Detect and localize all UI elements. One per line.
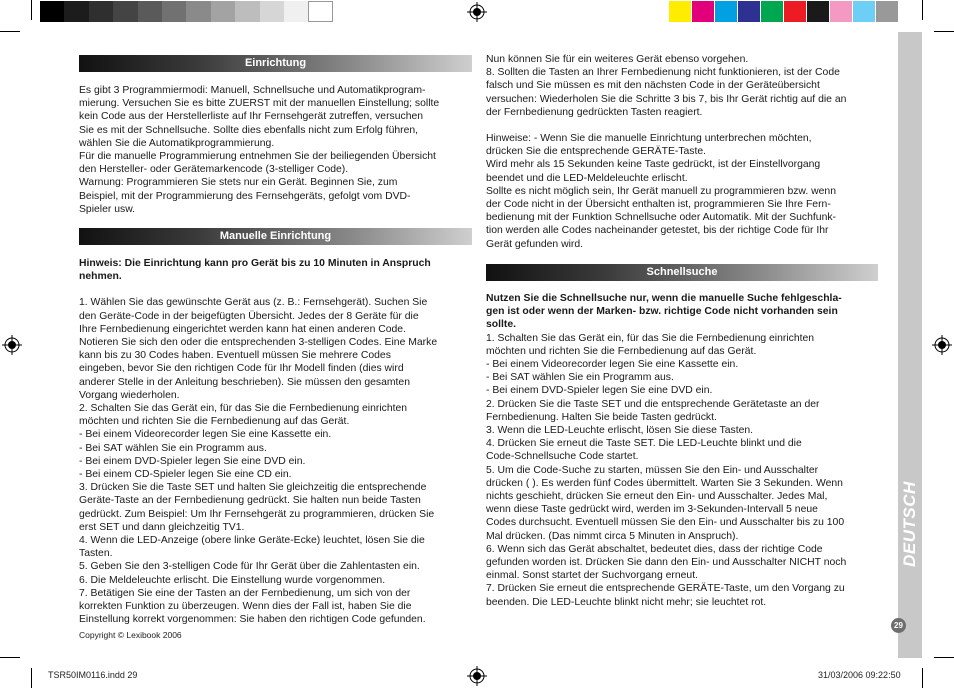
text-line: Hinweis: Die Einrichtung kann pro Gerät bis zu 10 Minuten in Anspruch [79,258,431,269]
text-line: Nutzen Sie die Schnellsuche nur, wenn die manuelle Suche fehlgeschla- [486,293,842,304]
manual-hint [79,257,474,283]
crop-mark [31,0,32,20]
text-line: anderer Stelle in der Anleitung beschrieben). Sie müssen den gesamten [79,376,410,388]
color-swatch [761,1,783,22]
text-line: wählen Sie die Automatikprogrammierung. [79,137,275,149]
heading-schnellsuche: Schnellsuche [486,264,878,281]
text-line: Ihre Fernbedienung eingerichtet werden kann hat einen anderen Code. [79,323,406,335]
color-swatch [113,1,137,22]
copyright: Copyright © Lexibook 2006 [79,630,182,640]
text-line: wenn diese Taste gedrückt wird, werden im 3-Sekunden-Intervall 5 neue [486,504,818,516]
color-swatch [669,1,691,22]
text-line: gefunden worden ist. Drücken Sie dann den Ein- und Ausschalter NICHT noch [486,557,847,569]
text-line: Vorgang wiederholen. [79,389,180,401]
text-line: Gerät gefunden wird. [486,238,584,250]
text-line: - Bei einem CD-Spieler legen Sie eine CD ein. [79,469,292,481]
registration-mark-icon [932,335,952,355]
color-swatch [284,1,308,22]
text-line: gen ist oder wenn der Marken- bzw. richtige Code nicht vorhanden sein [486,306,838,318]
text-line: bedienung mit der Funktion Schnellsuche oder Automatik. Mit der Suchfunk- [486,212,837,224]
text-line: - Bei SAT wählen Sie ein Programm aus. [79,442,267,454]
text-line: 4. Drücken Sie erneut die Taste SET. Die LED-Leuchte blinkt und die [486,438,802,450]
text-line: Für die manuelle Programmierung entnehmen Sie der beiliegenden Übersicht [79,151,436,163]
text-line: Codes durchsucht. Eventuell müssen Sie den Ein- und Ausschalter bis zu 100 [486,517,845,529]
color-swatch [853,1,875,22]
manual-steps [79,296,474,626]
footer-timestamp: 31/03/2006 09:22:50 [818,670,901,680]
color-swatch [64,1,88,22]
text-line: 4. Wenn die LED-Anzeige (obere linke Geräte-Ecke) leuchtet, lösen Sie die [79,535,425,547]
text-line: 3. Drücken Sie die Taste SET und halten Sie gleichzeitig die entsprechende [79,482,427,494]
color-swatch [807,1,829,22]
text-line: 5. Um die Code-Suche zu starten, müssen Sie den Ein- und Ausschalter [486,464,819,476]
text-line: Beispiel, mit der Programmierung des Fernsehgeräts, gefolgt vom DVD- [79,190,411,202]
text-line: korrekten Funktion zu überzeugen. Wenn dies der Fall ist, haben Sie die [79,601,412,613]
continued-lines [486,53,886,119]
registration-mark-icon [467,2,487,22]
crop-mark [922,668,923,688]
text-line: 3. Wenn die LED-Leuchte erlischt, lösen Sie diese Tasten. [486,425,754,437]
color-swatch [715,1,737,22]
text-line: drücken ( ). Es werden fünf Codes übermittelt. Warten Sie 3 Sekunden. Wenn [486,477,843,489]
color-swatch [830,1,852,22]
text-line: 6. Wenn sich das Gerät abschaltet, bedeutet dies, dass der richtige Code [486,543,823,555]
text-line: Nun können Sie für ein weiteres Gerät ebenso vorgehen. [486,54,749,65]
color-swatch [186,1,210,22]
text-line: Einstellung korrekt vorgenommen: Sie haben den richtigen Code gefunden. [79,614,426,626]
color-swatch [235,1,259,22]
text-line: kann bis zu 30 Codes haben. Eventuell müssen Sie mehrere Codes [79,350,391,362]
color-swatch [162,1,186,22]
text-line: Warnung: Programmieren Sie stets nur ein Gerät. Beginnen Sie, zum [79,177,398,189]
language-label: DEUTSCH [900,481,919,567]
text-line: 5. Geben Sie den 3-stelligen Code für Ihr Gerät über die Zahlentasten ein. [79,561,420,573]
text-line: beendet und die LED-Meldeleuchte erlischt. [486,172,688,184]
text-line: - Bei einem Videorecorder legen Sie eine Kassette ein. [486,359,739,371]
crop-mark [934,657,954,658]
text-line: möchten und richten Sie die Fernbedienung auf das Gerät. [486,345,757,357]
crop-mark [934,31,954,32]
color-swatch [138,1,162,22]
heading-manuelle-einrichtung: Manuelle Einrichtung [79,228,472,245]
text-line: 8. Sollten die Tasten an Ihrer Fernbedienung nicht funktionieren, ist der Code [486,67,840,79]
crop-mark [0,31,20,32]
text-line: beenden. Die LED-Leuchte blinkt nicht mehr; sie leuchtet rot. [486,596,767,608]
text-line: Fernbedienung. Halten Sie beide Tasten gedrückt. [486,411,717,423]
color-swatch [308,1,332,22]
color-swatch [692,1,714,22]
text-line: einmal. Sonst startet der Suchvorgang erneut. [486,570,698,582]
text-line: Wird mehr als 15 Sekunden keine Taste gedrückt, ist der Einstellvorgang [486,159,821,171]
text-line: 6. Die Meldeleuchte erlischt. Die Einstellung wurde vorgenommen. [79,574,386,586]
registration-mark-icon [2,335,22,355]
manual-section [79,257,474,626]
text-line: Spieler usw. [79,203,136,215]
text-line: gedrückt. Zum Beispiel: Um Ihr Fernsehgerät zu programmieren, drücken Sie [79,508,435,520]
heading-einrichtung: Einrichtung [79,55,472,72]
intro-paragraph [79,84,474,216]
color-swatch [89,1,113,22]
language-tab [898,480,922,570]
text-line: mierung. Versuchen Sie es bitte ZUERST mit der manuellen Einstellung; sollte [79,98,440,110]
registration-mark-icon [467,666,487,686]
text-line: nichts geschieht, drücken Sie erneut den Ein- und Ausschalter. Jedes Mal, [486,491,828,503]
text-line: eingeben, bevor Sie den richtigen Code für Ihr Modell finden (dies wird [79,363,404,375]
text-line: den Geräte-Code in der beigefügten Übersicht. Jedes der 8 Geräte für die [79,310,419,322]
text-line: 1. Wählen Sie das gewünschte Gerät aus (z. B.: Fernsehgerät). Suchen Sie [79,297,428,309]
text-line: der Code nicht in der Übersicht enthalten ist, programmieren Sie Ihre Fern- [486,199,831,211]
text-line: - Bei einem DVD-Spieler legen Sie eine DVD ein. [486,385,713,397]
crop-mark [922,0,923,20]
color-swatch [260,1,284,22]
crop-mark [31,668,32,688]
text-line: 7. Drücken Sie erneut die entsprechende GERÄTE-Taste, um den Vorgang zu [486,583,845,595]
crop-mark [0,657,20,658]
text-line: Sie es mit der Schnellsuche. Sollte dies ebenfalls nicht zum Erfolg führen, [79,124,419,136]
hint-lines [486,132,886,251]
text-line: den Hersteller- oder Gerätemarkencode (3-stelliger Code). [79,164,349,176]
quick-intro [486,292,886,332]
text-line: falsch und Sie müssen es mit den nächsten Code in der Geräteübersicht [486,80,820,92]
text-line: 1. Schalten Sie das Gerät ein, für das Sie die Fernbedienung einrichten [486,332,815,344]
text-line: - Bei einem Videorecorder legen Sie eine Kassette ein. [79,429,332,441]
text-line: Sollte es nicht möglich sein, Ihr Gerät manuell zu programmieren bzw. wenn [486,185,836,197]
text-line: sollte. [486,319,517,331]
color-swatch [876,1,898,22]
text-line: Code-Schnellsuche Code startet. [486,451,639,463]
text-line: Hinweise: - Wenn Sie die manuelle Einrichtung unterbrechen möchten, [486,133,812,145]
color-swatch [784,1,806,22]
text-line: - Bei einem DVD-Spieler legen Sie eine DVD ein. [79,455,306,467]
footer-file-info: TSR50IM0116.indd 29 [48,670,138,680]
continued-section [486,53,886,251]
text-line: Notieren Sie sich den oder die entsprechenden 3-stelligen Codes. Eine Marke [79,337,438,349]
text-line: versuchen: Wiederholen Sie die Schritte 3 bis 7, bis Ihr Gerät richtig auf die an [486,93,847,105]
quick-section [486,292,886,609]
text-line: kein Code aus der Herstellerliste auf Ihr Fernsehgerät zutreffen, versuchen [79,111,424,123]
color-swatch [40,1,64,22]
text-line: Geräte-Taste an der Fernbedienung gedrückt. Sie halten nun beide Tasten [79,495,421,507]
quick-steps [486,332,886,609]
color-swatch [211,1,235,22]
text-line: möchten und richten Sie die Fernbedienung auf das Gerät. [79,416,350,428]
cmyk-color-bar [669,1,899,22]
text-line: Mal drücken. (Das nimmt circa 5 Minuten in Anspruch). [486,530,739,542]
grayscale-color-bar [40,1,333,22]
text-line: 2. Schalten Sie das Gerät ein, für das Sie die Fernbedienung einrichten [79,403,408,415]
text-line: der Fernbedienung gedrückten Tasten reagiert. [486,106,703,118]
text-line: nehmen. [79,271,122,283]
page-number: 29 [891,618,906,633]
text-line: Es gibt 3 Programmiermodi: Manuell, Schnellsuche und Automatikprogram- [79,85,426,96]
text-line: 7. Betätigen Sie eine der Tasten an der Fernbedienung, um sich von der [79,587,411,599]
text-line: - Bei SAT wählen Sie ein Programm aus. [486,372,674,384]
text-line: Tasten. [79,548,113,560]
color-swatch [738,1,760,22]
text-line: erst SET und dann gleichzeitig TV1. [79,521,245,533]
text-line: drücken Sie die entsprechende GERÄTE-Taste. [486,146,707,158]
text-line: tion werden alle Codes nacheinander getestet, bis der richtige Code für Ihr [486,225,829,237]
text-line: 2. Drücken Sie die Taste SET und die entsprechende Gerätetaste an der [486,398,820,410]
